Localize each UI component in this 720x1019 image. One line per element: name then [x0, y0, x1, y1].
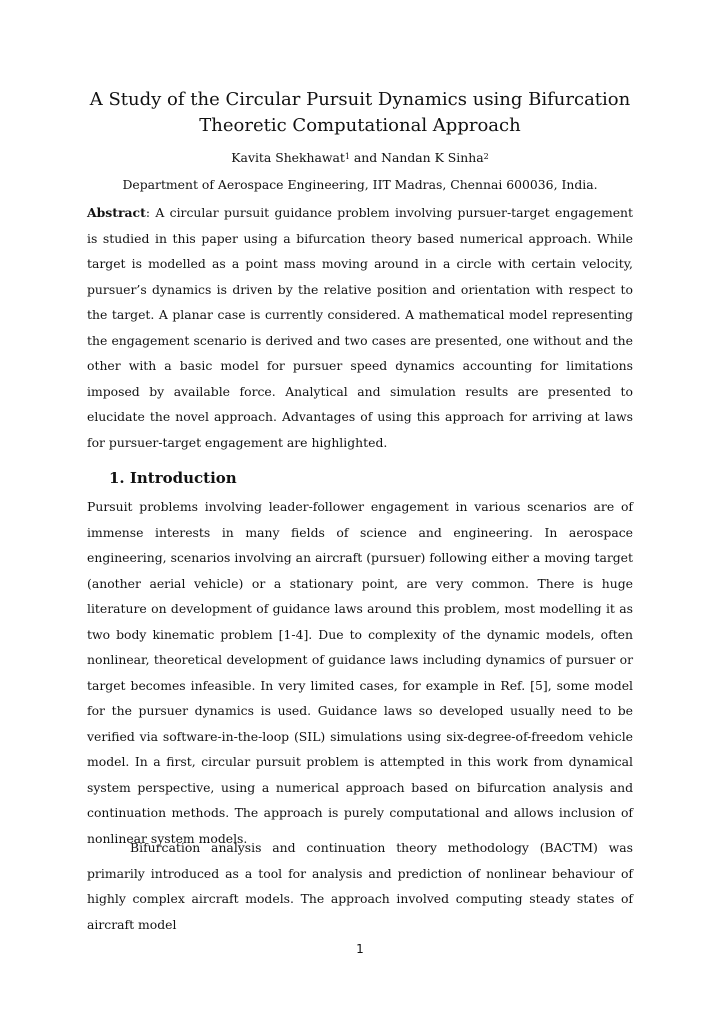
- author-1-name: Kavita Shekhawat: [231, 150, 345, 165]
- abstract: [87, 200, 633, 455]
- page-number: 1: [356, 942, 364, 956]
- author-2-name: Nandan K Sinha: [381, 150, 484, 165]
- intro-paragraph-2: Bifurcation analysis and continuation theory methodology (BACTM) was primarily introduced as a tool for analysis and prediction of nonlinear behaviour of highly complex aircraft models. The approach involved computing steady states of aircraft model: [87, 840, 633, 932]
- author-2-affiliation-mark: 2: [483, 152, 489, 161]
- affiliation: Department of Aerospace Engineering, IIT Madras, Chennai 600036, India.: [122, 177, 598, 192]
- paper-title: [60, 87, 660, 139]
- title-line-2: Theoretic Computational Approach: [199, 115, 521, 136]
- title-line-1: A Study of the Circular Pursuit Dynamics using Bifurcation: [89, 89, 631, 110]
- author-list: [60, 149, 660, 167]
- abstract-text: : A circular pursuit guidance problem involving pursuer-target engagement is studied in this paper using a bifurcation theory based numerical approach. While target is modelled as a point mass moving around in a circle with certain velocity, pursuer’s dynamics is driven by the relative position and orientation with respect to the target. A planar case is currently considered. A mathematical model representing the engagement scenario is derived and two cases are presented, one without and the other with a basic model for pursuer speed dynamics accounting for limitations imposed by available force. Analytical and simulation results are presented to elucidate the novel approach. Advantages of using this approach for arriving at laws for pursuer-target engagement are highlighted.: [87, 205, 633, 450]
- intro-paragraph-1: Pursuit problems involving leader-follower engagement in various scenarios are of immense interests in many fields of science and engineering. In aerospace engineering, scenarios involving an aircraft (pursuer) following either a moving target (another aerial vehicle) or a stationary point, are very common. There is huge literature on development of guidance laws around this problem, most modelling it as two body kinematic problem [1-4]. Due to complexity of the dynamic models, often nonlinear, theoretical development of guidance laws including dynamics of pursuer or target becomes infeasible. In very limited cases, for example in Ref. [5], some model for the pursuer dynamics is used. Guidance laws so developed usually need to be verified via software-in-the-loop (SIL) simulations using six-degree-of-freedom vehicle model. In a first, circular pursuit problem is attempted in this work from dynamical system perspective, using a numerical approach based on bifurcation analysis and continuation methods. The approach is purely computational and allows inclusion of nonlinear system models.: [87, 499, 633, 846]
- author-joiner: and: [349, 150, 382, 165]
- section-heading-introduction: 1. Introduction: [109, 469, 237, 487]
- abstract-label: Abstract: [87, 205, 146, 220]
- author-1-affiliation-mark: 1: [344, 152, 350, 161]
